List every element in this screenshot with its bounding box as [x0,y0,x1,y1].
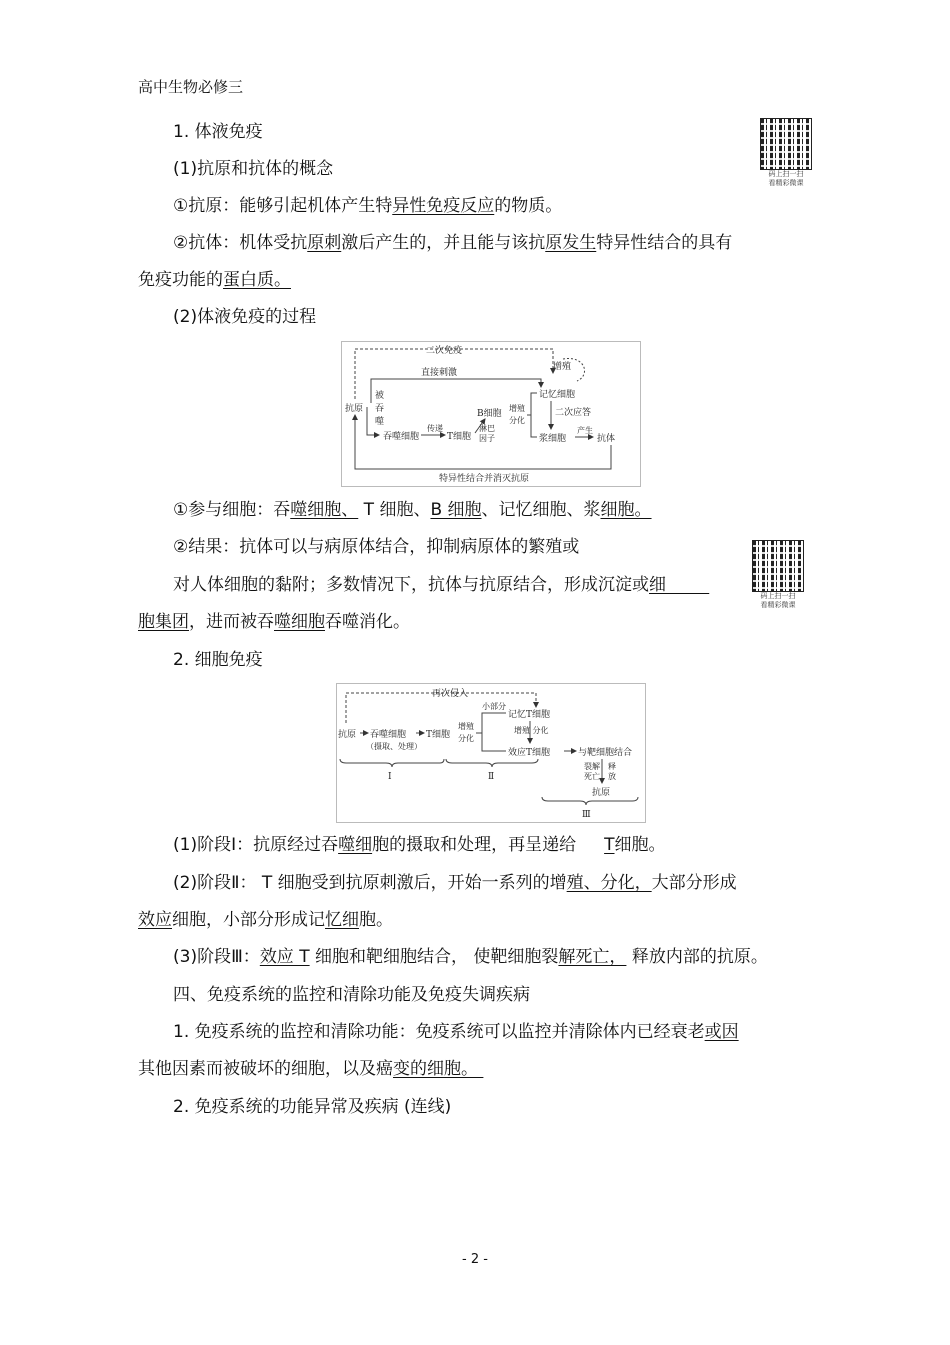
result-line-3: 胞集团，进而被吞噬细胞吞噬消化。 [138,612,410,632]
fig2-small-part: 小部分 [482,702,506,711]
fig1-bcell: B细胞 [477,409,502,419]
qr-caption-watch: 看精彩微课 [760,601,796,609]
cellular-diagram [336,683,646,827]
fig1-bottom-label: 特异性结合并消灭抗原 [439,474,530,484]
fig2-combine: 与靶细胞结合 [578,748,633,758]
stage-2-text-cont: 效应细胞，小部分形成记忆细胞。 [138,910,393,930]
monitoring-text-cont: 其他因素而被破坏的细胞，以及癌变的细胞。 [138,1059,484,1079]
fig2-prolif-a: 增殖 [458,722,474,731]
stage-1-text: (1)阶段Ⅰ：抗原经过吞噬细胞的摄取和处理，再呈递给 T细胞。 [173,835,666,855]
fig2-prolif2: 增殖 分化 [514,726,549,735]
qr-code-1[interactable] [760,118,812,188]
fig2-phagocyte: 吞噬细胞 [370,730,407,740]
qr-code-icon [752,540,804,592]
fig1-second-immunity: 二次免疫 [426,346,463,356]
fig2-memory-t: 记忆T细胞 [508,710,551,720]
fig1-prolif-a: 增殖 [509,404,525,413]
qr-code-2[interactable] [752,540,804,610]
fig2-release-a: 释 [608,762,616,771]
fig1-proliferate: 增殖 [553,362,572,372]
fig1-antibody: 抗体 [597,434,616,444]
fig1-engulfed-2: 吞 [375,404,385,414]
stage-2-text: (2)阶段Ⅱ： T 细胞受到抗原刺激后，开始一系列的增殖、分化，大部分形成 [173,873,737,893]
fig1-phagocyte: 吞噬细胞 [383,432,420,442]
fig1-second-response: 二次应答 [555,408,592,418]
antibody-definition: ②抗体：机体受抗原刺激后产生的，并且能与该抗原发生特异性结合的具有 [173,233,733,253]
fig2-antigen-2: 抗原 [592,788,611,798]
qr-caption-watch: 看精彩微课 [768,179,804,187]
humoral-diagram [341,341,641,491]
fig1-memory-cell: 记忆细胞 [539,390,576,400]
fig1-engulfed-3: 噬 [375,417,385,427]
page-header: 高中生物必修三 [138,78,244,96]
fig1-engulfed-1: 被 [375,391,385,401]
function-abnormal-heading: 2. 免疫系统的功能异常及疾病 (连线) [173,1097,452,1117]
fig2-stage-1: Ⅰ [388,772,392,782]
qr-caption-scan: 码上扫一扫 [760,592,796,600]
fig1-antigen: 抗原 [345,404,364,414]
section-title-humoral: 1. 体液免疫 [173,122,263,142]
fig2-lysis-b: 死亡 [584,772,600,781]
qr-code-icon [760,118,812,170]
stage-3-text: (3)阶段Ⅲ：效应 T 细胞和靶细胞结合， 使靶细胞裂解死亡， 释放内部的抗原。 [173,947,768,967]
fig2-stage-3: Ⅲ [582,810,591,820]
fig2-process: （摄取、处理） [366,742,422,751]
fig2-release-b: 放 [608,772,616,781]
participating-cells: ①参与细胞：吞噬细胞、 T 细胞、B 细胞、记忆细胞、浆细胞。 [173,500,652,520]
subheading-process: (2)体液免疫的过程 [173,307,317,327]
antibody-definition-cont: 免疫功能的蛋白质。 [138,270,291,290]
fig1-plasma-cell: 浆细胞 [539,434,567,444]
fig1-tcell: T细胞 [447,432,472,442]
fig1-lymph-2: 因子 [479,434,495,443]
section-four-heading: 四、免疫系统的监控和清除功能及免疫失调疾病 [173,985,530,1005]
fig2-antigen: 抗原 [338,730,357,740]
subheading-concepts: (1)抗原和抗体的概念 [173,159,334,179]
fig1-transmit: 传递 [427,424,443,433]
fig1-produce: 产生 [577,426,593,435]
qr-caption-scan: 码上扫一扫 [768,170,804,178]
antigen-definition: ①抗原：能够引起机体产生特异性免疫反应的物质。 [173,196,563,216]
fig1-lymph-1: 淋巴 [479,424,495,433]
fig1-direct-stimulation: 直接刺激 [421,368,458,378]
fig2-stage-2: Ⅱ [488,772,495,782]
fig2-tcell: T细胞 [426,730,451,740]
fig2-prolif-b: 分化 [458,734,474,743]
page-number: - 2 - [462,1252,488,1267]
section-title-cellular: 2. 细胞免疫 [173,650,263,670]
result-line-2: 对人体细胞的黏附；多数情况下，抗体与抗原结合，形成沉淀或细 [173,575,710,595]
fig2-effector-t: 效应T细胞 [508,748,551,758]
fig2-lysis-a: 裂解 [584,762,600,771]
result-line-1: ②结果：抗体可以与病原体结合，抑制病原体的繁殖或 [173,537,580,557]
fig1-prolif-b: 分化 [509,416,525,425]
monitoring-text: 1. 免疫系统的监控和清除功能：免疫系统可以监控并清除体内已经衰老或因 [173,1022,739,1042]
fig2-reinvade: 再次侵入 [432,689,469,699]
